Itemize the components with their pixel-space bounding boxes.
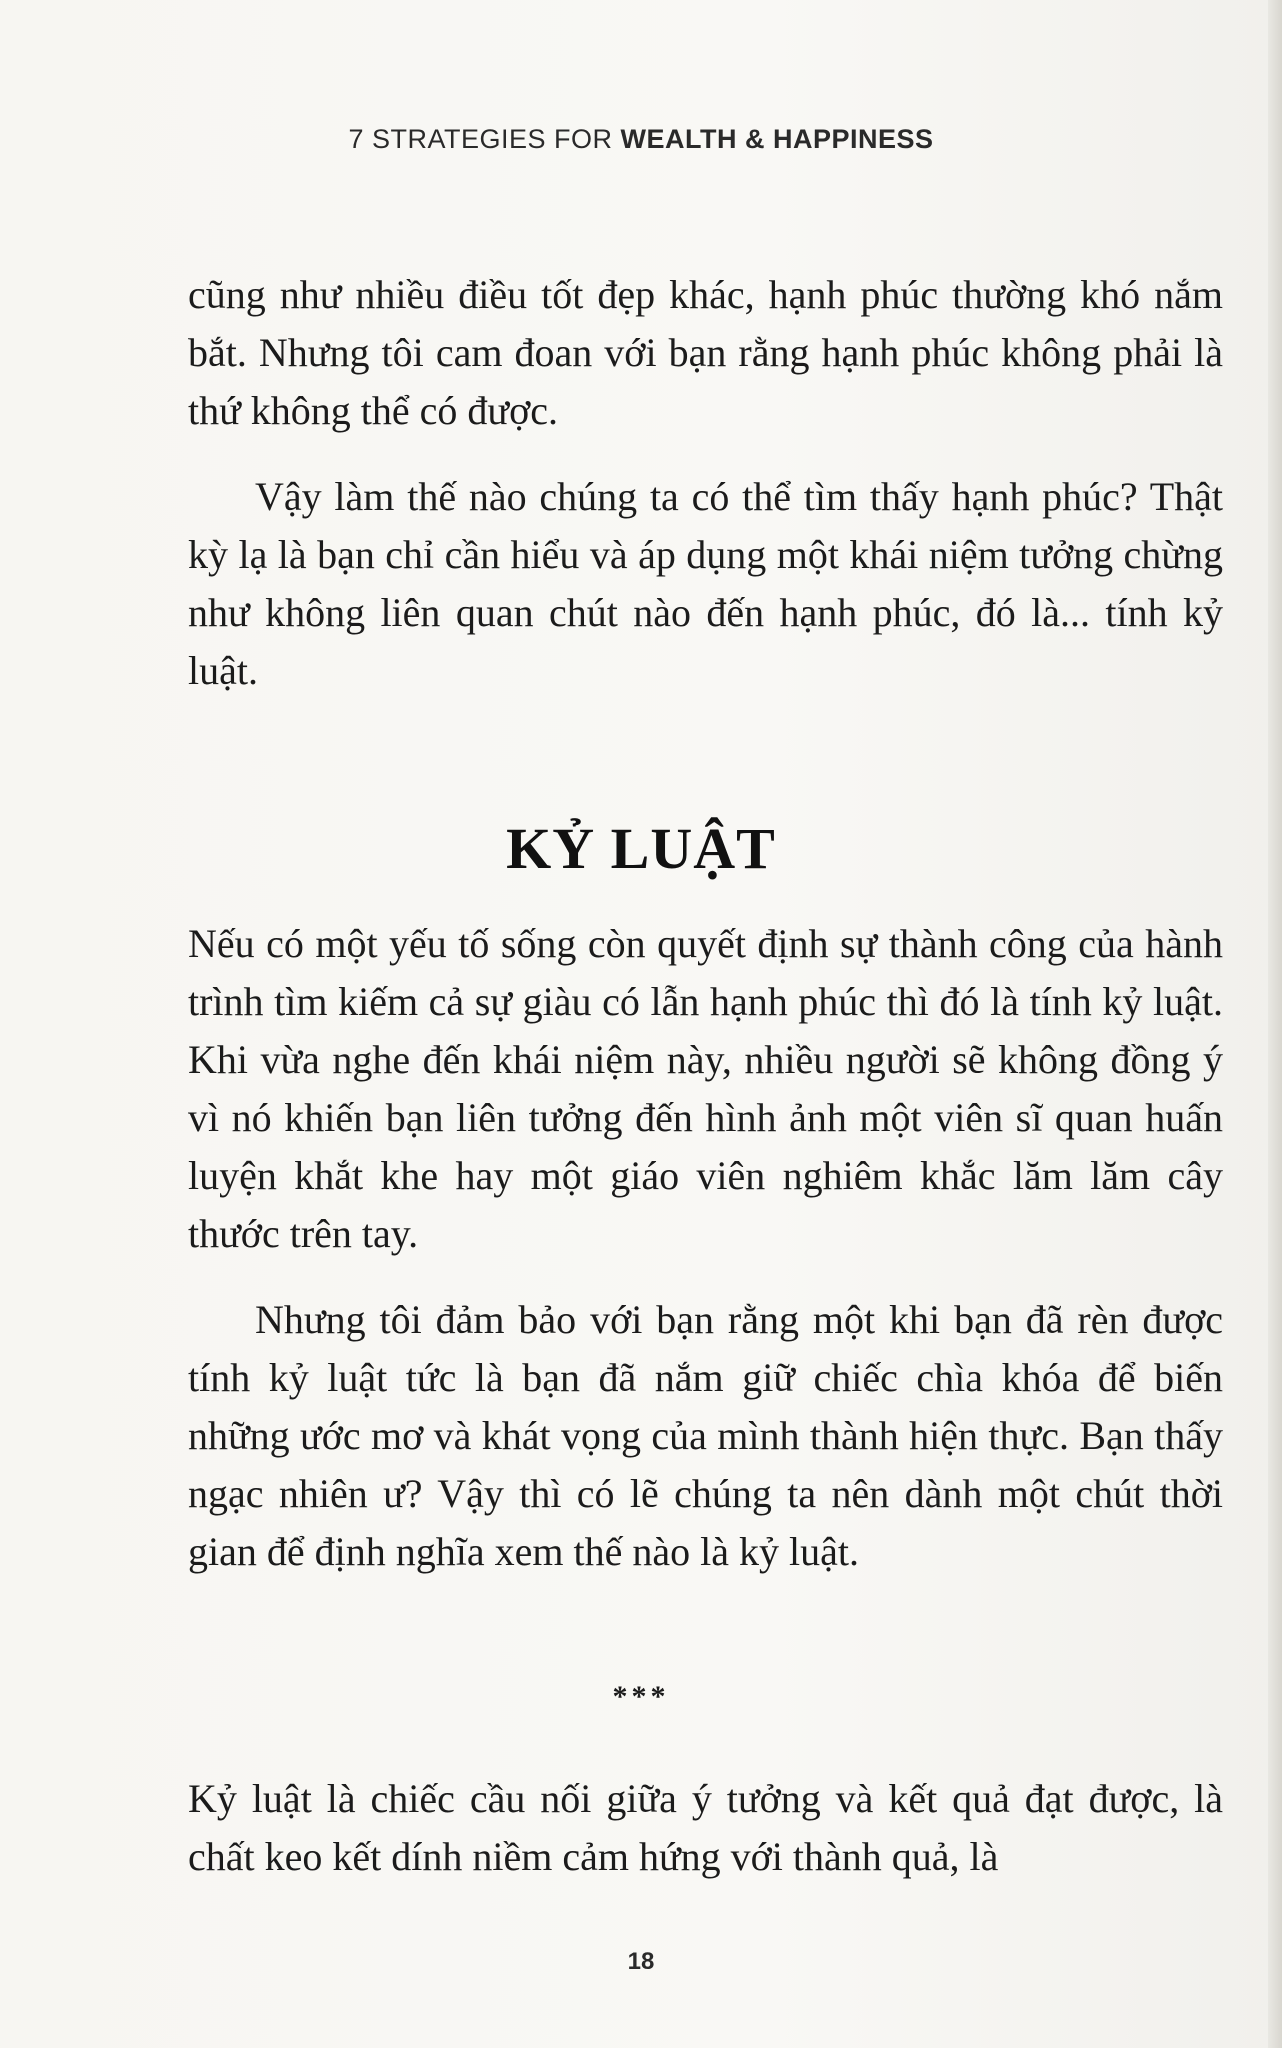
bottom-text-block xyxy=(188,1770,1223,1886)
running-head xyxy=(0,124,1282,155)
top-text-block xyxy=(188,266,1223,700)
top-paragraph-2: Vậy làm thế nào chúng ta có thể tìm thấy hạnh phúc? Thật kỳ lạ là bạn chỉ cần hiểu và áp dụng một khái niệm tưởng chừng như không liên quan chút nào đến hạnh phúc, đó là... tính kỷ luật. xyxy=(188,474,1223,693)
top-paragraph-1: cũng như nhiều điều tốt đẹp khác, hạnh phúc thường khó nắm bắt. Nhưng tôi cam đoan với bạn rằng hạnh phúc không phải là thứ không thể có được. xyxy=(188,272,1223,433)
section-heading: KỶ LUẬT xyxy=(506,816,776,881)
main-paragraph-2: Nhưng tôi đảm bảo với bạn rằng một khi bạn đã rèn được tính kỷ luật tức là bạn đã nắm giữ chiếc chìa khóa để biến những ước mơ và khát vọng của mình thành hiện thực. Bạn thấy ngạc nhiên ư? Vậy thì có lẽ chúng ta nên dành một chút thời gian để định nghĩa xem thế nào là kỷ luật. xyxy=(188,1297,1223,1574)
running-head-regular: 7 STRATEGIES FOR xyxy=(348,124,613,154)
page-number: 18 xyxy=(627,1948,655,1975)
section-separator: *** xyxy=(612,1680,670,1713)
page-edge xyxy=(1268,0,1282,2048)
main-text-block xyxy=(188,915,1223,1581)
running-head-bold: WEALTH & HAPPINESS xyxy=(620,124,934,154)
bottom-paragraph-1: Kỷ luật là chiếc cầu nối giữa ý tưởng và kết quả đạt được, là chất keo kết dính niềm cảm hứng với thành quả, là xyxy=(188,1776,1223,1879)
main-paragraph-1: Nếu có một yếu tố sống còn quyết định sự thành công của hành trình tìm kiếm cả sự giàu có lẫn hạnh phúc thì đó là tính kỷ luật. Khi vừa nghe đến khái niệm này, nhiều người sẽ không đồng ý vì nó khiến bạn liên tưởng đến hình ảnh một viên sĩ quan huấn luyện khắt khe hay một giáo viên nghiêm khắc lăm lăm cây thước trên tay. xyxy=(188,921,1223,1256)
